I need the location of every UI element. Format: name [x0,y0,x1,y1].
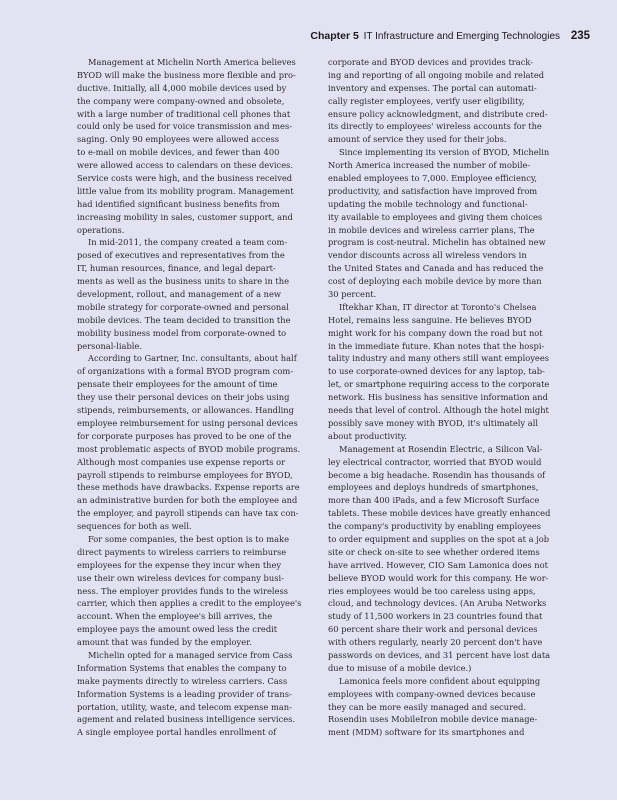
text-line: portation, utility, waste, and telecom expense man- [77,701,292,712]
text-line: employee reimbursement for using personal devices [77,417,298,428]
text-line: make payments directly to wireless carriers. Cass [77,675,288,686]
text-line: account. When the employee's bill arrives, the [77,611,273,622]
text-line: these methods have drawbacks. Expense reports are [77,482,300,493]
text-line: site or check on-site to see whether ordered items [328,546,540,557]
text-line: they can be more easily managed and secured. [328,701,526,712]
text-line: cloud, and technology devices. (An Aruba Networks [328,598,547,609]
text-line: study of 11,500 workers in 23 countries found that [328,611,543,622]
text-line: saging. Only 90 employees were allowed access [77,134,279,145]
text-line: ensure policy acknowledgment, and distribute cred- [328,108,548,119]
text-line: the United States and Canada and has reduced the [328,263,544,274]
text-line: an administrative burden for both the employee and [77,495,298,506]
text-line: to e-mail on mobile devices, and fewer than 400 [77,147,280,158]
text-line: employees for the expense they incur when they [77,559,282,570]
text-line: payroll stipends to reimburse employees for BYOD, [77,469,293,480]
text-line: ment (MDM) software for its smartphones and [328,727,525,738]
text-line: increasing mobility in sales, customer support, and [77,211,293,222]
text-line: amount of service they used for their jobs. [328,134,507,145]
text-line: might work for his company down the road but not [328,327,543,338]
chapter-label: Chapter 5 [310,30,359,42]
text-line: its directly to employees' wireless accounts for the [328,121,542,132]
text-line: ries employees would be too careless using apps, [328,585,536,596]
text-line: tality industry and many others still want employees [328,353,550,364]
text-line: direct payments to wireless carriers to reimburse [77,546,287,557]
text-line: amount that was funded by the employer. [77,637,252,648]
text-line: employee pays the amount owed less the credit [77,624,278,635]
text-line: in mobile devices and wireless carrier plans, The [328,224,535,235]
text-line: For some companies, the best option is to make [88,533,289,544]
text-line: carrier, which then applies a credit to the employee's [77,598,302,609]
text-line: for corporate purposes has proved to be one of the [77,430,292,441]
text-line: program is cost-neutral. Michelin has obtained new [328,237,546,248]
text-line: tablets. These mobile devices have greatly enhanced [328,508,551,519]
text-line: vendor discounts across all wireless vendors in [328,250,527,261]
text-line: Service costs were high, and the business received [77,173,293,184]
text-line: IT, human resources, finance, and legal depart- [77,263,276,274]
text-line: inventory and expenses. The portal can automati- [328,82,537,93]
text-line: could only be used for voice transmission and mes- [77,121,293,132]
text-line: the company's productivity by enabling employees [328,521,542,532]
text-line: cost of deploying each mobile device by more than [328,276,542,287]
left-text-column [77,56,332,739]
text-line: with a large number of traditional cell phones that [77,108,291,119]
text-line: development, rollout, and management of a new [77,289,282,300]
text-line: operations. [77,224,125,235]
text-line: stipends, reimbursements, or allowances. Handling [77,405,294,416]
text-line: of organizations with a formal BYOD program com- [77,366,294,377]
text-line: ing and reporting of all ongoing mobile and related [328,69,545,80]
text-line: due to misuse of a mobile device.) [328,662,472,673]
text-line: most problematic aspects of BYOD mobile programs. [77,443,301,454]
text-line: agement and related business intelligence services. [77,714,296,725]
text-line: Although most companies use expense reports or [77,456,286,467]
text-line: sequences for both as well. [77,521,192,532]
text-line: ley electrical contractor, worried that BYOD would [328,456,542,467]
text-line: little value from its mobility program. Management [77,185,294,196]
text-line: to order equipment and supplies on the spot at a job [328,533,550,544]
text-line: 30 percent. [328,289,377,300]
text-line: Information Systems that enables the company to [77,662,287,673]
text-line: the company were company-owned and obsolete, [77,95,285,106]
text-line: ments as well as the business units to share in the [77,276,290,287]
text-line: believe BYOD would work for this company. He wor- [328,572,549,583]
right-text-column [328,56,583,739]
text-line: the employer, and payroll stipends can have tax con- [77,508,299,519]
text-line: let, or smartphone requiring access to the corporate [328,379,550,390]
text-line: posed of executives and representatives from the [77,250,285,261]
text-line: Hotel, remains less sanguine. He believes BYOD [328,314,532,325]
text-line: North America increased the number of mobile- [328,160,531,171]
text-line: possibly save money with BYOD, it's ultimately all [328,417,539,428]
text-line: Iftekhar Khan, IT director at Toronto's Chelsea [339,301,537,312]
text-line: passwords on devices, and 31 percent have lost data [328,649,551,660]
text-line: Lamonica feels more confident about equipping [339,675,541,686]
text-line: have arrived. However, CIO Sam Lamonica does not [328,559,548,570]
text-line: become a big headache. Rosendin has thousands of [328,469,546,480]
text-line: enabled employees to 7,000. Employee efficiency, [328,173,538,184]
text-line: to use corporate-owned devices for any laptop, tab- [328,366,545,377]
text-line: were allowed access to calendars on these devices. [77,160,294,171]
text-line: ductive. Initially, all 4,000 mobile devices used by [77,82,287,93]
text-line: Michelin opted for a managed service from Cass [88,649,293,660]
text-line: needs that level of control. Although the hotel might [328,405,549,416]
text-line: ity available to employees and giving them choices [328,211,543,222]
text-line: corporate and BYOD devices and provides track- [328,57,534,67]
text-line: employees with company-owned devices because [328,688,536,699]
text-line: ness. The employer provides funds to the wireless [77,585,289,596]
text-line: about productivity. [328,430,408,441]
text-line: A single employee portal handles enrollment of [77,727,277,738]
text-line: had identified significant business benefits from [77,198,280,209]
text-line: Management at Rosendin Electric, a Silicon Val- [339,443,543,454]
text-line: pensate their employees for the amount of time [77,379,278,390]
text-line: Management at Michelin North America believes [88,57,296,67]
text-line: BYOD will make the business more flexible and pro- [77,69,296,80]
text-line: productivity, and satisfaction have improved from [328,185,538,196]
text-line: updating the mobile technology and functional- [328,198,528,209]
text-line: mobile strategy for corporate-owned and personal [77,301,289,312]
text-line: According to Gartner, Inc. consultants, about half [88,353,297,364]
text-line: more than 400 iPads, and a few Microsoft Surface [328,495,540,506]
text-line: employees and deploys hundreds of smartphones, [328,482,539,493]
text-line: personal-liable. [77,340,142,351]
text-line: in the immediate future. Khan notes that the hospi- [328,340,545,351]
text-line: they use their personal devices on their jobs using [77,392,290,403]
chapter-title: IT Infrastructure and Emerging Technologies [363,31,561,42]
text-line: Information Systems is a leading provider of trans- [77,688,292,699]
text-line: 60 percent share their work and personal devices [328,624,538,635]
text-line: network. His business has sensitive information and [328,392,548,403]
text-line: Rosendin uses MobileIron mobile device manage- [328,714,538,725]
text-line: Since implementing its version of BYOD, Michelin [339,147,550,158]
text-line: cally register employees, verify user eligibility, [328,95,525,106]
text-line: In mid-2011, the company created a team com- [88,237,288,248]
running-header [310,30,590,42]
text-line: use their own wireless devices for company busi- [77,572,284,583]
text-line: mobile devices. The team decided to transition the [77,314,291,325]
text-line: mobility business model from corporate-owned to [77,327,287,338]
text-line: with others regularly, nearly 20 percent don't have [328,637,543,648]
page-number: 235 [570,30,590,42]
